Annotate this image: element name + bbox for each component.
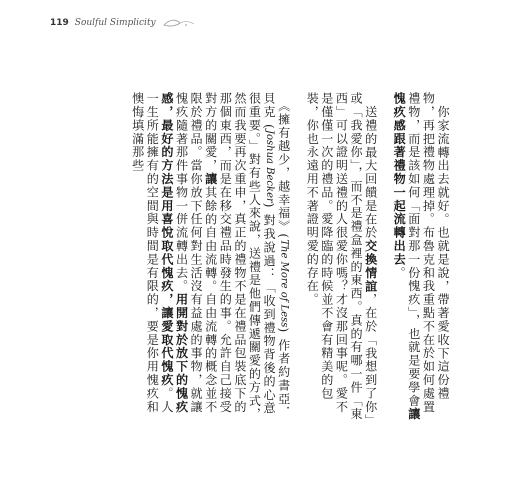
text-run: 。人一生所能擁有的空間與時間是有限的，要是你用愧疚和懊悔填滿那些 [130,92,174,414]
text-run: ) 對我說過：「收到禮物背後的心意很重要。」對有些人來說，送禮是他們傳遞關愛的方式，然而我要再次重申，真正的禮物不是在禮品包裝底下的那個東西，而是在移交禮品時發生的事。允許自己接受對方的關愛， [203,92,277,421]
paragraph-p3 [130,92,291,422]
bold-run: 用開對於放下的愧疚感，最好的方法是用喜悅取代愧疚，讓愛取代愧疚 [159,92,189,414]
vertical-text-body [92,92,450,422]
text-run: 其餘的自由流轉。自由流轉的概念並不限於禮品。當你放下任何對生活沒有益處的事物，就讓愧疚隨著那件事物一併流轉出去。 [174,92,218,414]
bold-run: 讓愧疚感跟著禮物一起流轉出去 [392,92,421,421]
text-run: 送禮的最大回饋是在於 [363,105,378,240]
bold-run: 讓 [203,172,218,186]
latin-run: The More of Less [278,239,290,328]
paragraph-p1 [392,92,450,422]
page-number: 119 [50,18,69,28]
bold-run: 交換情誼 [363,239,378,294]
text-run: 。 [392,266,407,280]
text-run: ，在於「我想到了你」或「我愛你」，而不是禮盒裡的東西。真的有哪一件「東西」可以證明送禮的人很愛你嗎？才沒那回事呢。愛不是僅僅一次的禮品。愛降臨的時候並不會有精美的包裝，你也永遠用不著證明愛的存在。 [305,92,378,421]
page-header [50,16,196,30]
text-run: ) 作者約書亞．貝克 ( [262,92,291,420]
leaf-ornament-icon [162,17,196,29]
text-run: 你家流轉出去就好。也就是說，帶著愛收下這份禮物，再把禮物處理掉。布魯克和我重點不在於如何處置禮物，而是該如何「面對那一份愧疚」，也就是要學會 [406,92,450,414]
paragraph-p2 [305,92,378,422]
latin-run: Joshua Becker [264,129,276,203]
text-run: 《擁有越少，越幸福》( [276,105,291,240]
book-title: Soulful Simplicity [74,18,156,28]
